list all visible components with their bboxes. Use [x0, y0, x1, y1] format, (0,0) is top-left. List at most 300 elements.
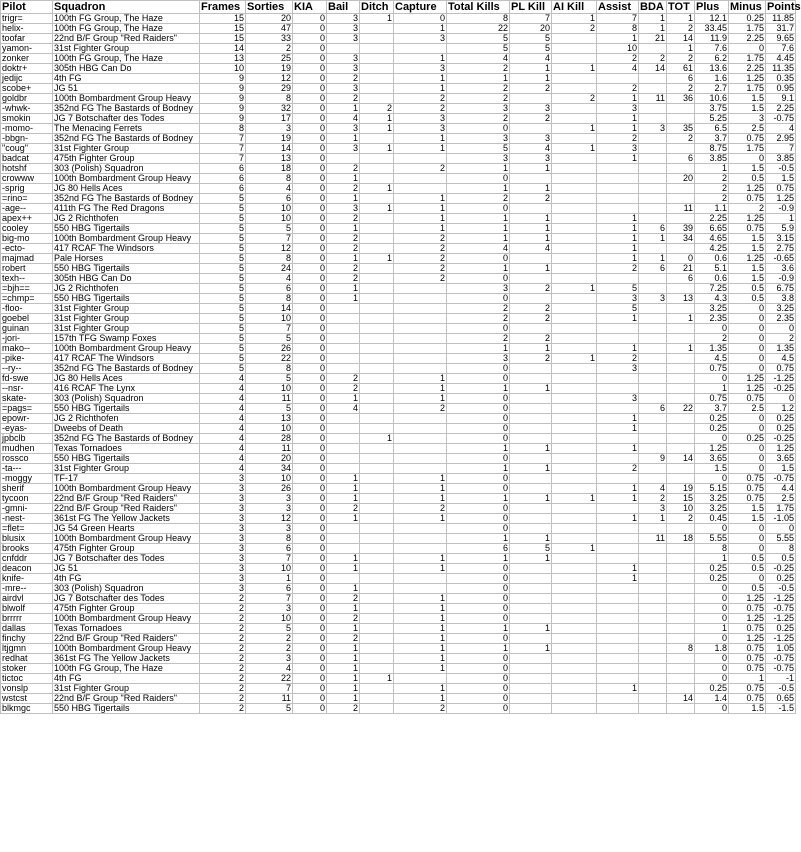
cell-kia: 0: [293, 554, 327, 564]
cell-squadron: 100th FG Group, The Haze: [53, 24, 200, 34]
cell-bail: [327, 574, 360, 584]
table-row: [1, 524, 796, 534]
cell-sorties: 29: [246, 84, 293, 94]
cell-sorties: 3: [246, 494, 293, 504]
cell-kia: 0: [293, 214, 327, 224]
cell-capture: 3: [394, 34, 447, 44]
cell-capture: [394, 674, 447, 684]
column-header-bail: Bail: [327, 1, 360, 14]
cell-assist: 3: [597, 394, 639, 404]
cell-kia: 0: [293, 614, 327, 624]
cell-bda: [639, 524, 667, 534]
cell-bda: [639, 574, 667, 584]
cell-pilot: jpbclb: [1, 434, 53, 444]
cell-bda: [639, 114, 667, 124]
cell-bail: 2: [327, 594, 360, 604]
cell-points: 1.5: [766, 464, 796, 474]
cell-pilot: robert: [1, 264, 53, 274]
cell-sorties: 4: [246, 184, 293, 194]
cell-total-kills: 1: [447, 534, 510, 544]
cell-ai-kill: [552, 464, 597, 474]
cell-points: 1.75: [766, 504, 796, 514]
cell-squadron: 303 (Polish) Squadron: [53, 394, 200, 404]
cell-minus: 0.5: [729, 174, 766, 184]
cell-total-kills: 0: [447, 434, 510, 444]
cell-points: 2.35: [766, 314, 796, 324]
cell-bda: [639, 354, 667, 364]
cell-points: 2.25: [766, 104, 796, 114]
cell-total-kills: 4: [447, 54, 510, 64]
cell-assist: [597, 334, 639, 344]
cell-pilot: --ry--: [1, 364, 53, 374]
cell-squadron: 352nd FG The Bastards of Bodney: [53, 194, 200, 204]
cell-ai-kill: [552, 154, 597, 164]
cell-tot: 22: [667, 404, 695, 414]
cell-points: 2.75: [766, 244, 796, 254]
cell-minus: 0.75: [729, 484, 766, 494]
cell-frames: 5: [200, 334, 246, 344]
cell-frames: 3: [200, 504, 246, 514]
cell-pilot: mudhen: [1, 444, 53, 454]
cell-frames: 7: [200, 144, 246, 154]
cell-minus: 1.25: [729, 254, 766, 264]
cell-capture: [394, 294, 447, 304]
cell-squadron: JG 51: [53, 564, 200, 574]
cell-ai-kill: 1: [552, 144, 597, 154]
cell-pl-kill: 1: [510, 554, 552, 564]
cell-pilot: stoker: [1, 664, 53, 674]
cell-tot: [667, 144, 695, 154]
cell-ai-kill: [552, 214, 597, 224]
cell-assist: [597, 434, 639, 444]
cell-frames: 5: [200, 244, 246, 254]
cell-plus: 1: [695, 554, 729, 564]
cell-points: -0.25: [766, 434, 796, 444]
cell-total-kills: 2: [447, 84, 510, 94]
cell-tot: [667, 704, 695, 714]
cell-assist: [597, 604, 639, 614]
table-row: [1, 344, 796, 354]
cell-bail: [327, 334, 360, 344]
cell-squadron: Texas Tornadoes: [53, 624, 200, 634]
cell-pl-kill: [510, 654, 552, 664]
table-row: [1, 694, 796, 704]
cell-bail: 2: [327, 74, 360, 84]
cell-ditch: 1: [360, 674, 394, 684]
cell-total-kills: 2: [447, 114, 510, 124]
cell-bail: 2: [327, 384, 360, 394]
table-row: [1, 444, 796, 454]
cell-total-kills: 1: [447, 444, 510, 454]
cell-tot: 6: [667, 274, 695, 284]
cell-bail: 2: [327, 614, 360, 624]
cell-pilot: blusix: [1, 534, 53, 544]
cell-tot: [667, 334, 695, 344]
cell-squadron: TF-17: [53, 474, 200, 484]
cell-points: -0.75: [766, 474, 796, 484]
cell-points: 4.5: [766, 354, 796, 364]
cell-assist: 1: [597, 124, 639, 134]
cell-total-kills: 0: [447, 524, 510, 534]
cell-sorties: 2: [246, 634, 293, 644]
cell-ai-kill: [552, 594, 597, 604]
cell-sorties: 24: [246, 264, 293, 274]
cell-squadron: 352nd FG The Bastards of Bodney: [53, 364, 200, 374]
cell-tot: [667, 114, 695, 124]
cell-plus: 0.25: [695, 414, 729, 424]
cell-plus: 0.75: [695, 364, 729, 374]
cell-assist: 2: [597, 464, 639, 474]
cell-bail: 1: [327, 134, 360, 144]
cell-plus: 1.35: [695, 344, 729, 354]
cell-points: 1: [766, 214, 796, 224]
cell-bail: 3: [327, 34, 360, 44]
cell-points: 1.25: [766, 194, 796, 204]
cell-minus: 0.75: [729, 494, 766, 504]
cell-ai-kill: 1: [552, 14, 597, 24]
table-row: [1, 14, 796, 24]
header-row: [1, 1, 796, 14]
cell-frames: 4: [200, 434, 246, 444]
cell-frames: 3: [200, 484, 246, 494]
cell-tot: 14: [667, 454, 695, 464]
cell-points: -1.05: [766, 514, 796, 524]
cell-sorties: 14: [246, 144, 293, 154]
cell-minus: 0.5: [729, 564, 766, 574]
cell-kia: 0: [293, 64, 327, 74]
cell-minus: 0: [729, 154, 766, 164]
cell-minus: 0.75: [729, 694, 766, 704]
cell-pilot: skate-: [1, 394, 53, 404]
cell-frames: 3: [200, 564, 246, 574]
cell-pl-kill: 1: [510, 214, 552, 224]
cell-ditch: [360, 464, 394, 474]
cell-kia: 0: [293, 274, 327, 284]
cell-bda: [639, 74, 667, 84]
cell-kia: 0: [293, 204, 327, 214]
cell-bda: [639, 704, 667, 714]
cell-capture: 0: [394, 14, 447, 24]
cell-frames: 6: [200, 174, 246, 184]
cell-frames: 4: [200, 424, 246, 434]
column-header-bda: BDA: [639, 1, 667, 14]
cell-points: 3.15: [766, 234, 796, 244]
cell-squadron: 4th FG: [53, 74, 200, 84]
cell-frames: 15: [200, 24, 246, 34]
table-row: [1, 474, 796, 484]
cell-assist: [597, 404, 639, 414]
table-row: [1, 214, 796, 224]
cell-points: 8: [766, 544, 796, 554]
cell-total-kills: 1: [447, 624, 510, 634]
cell-ai-kill: [552, 234, 597, 244]
table-row: [1, 464, 796, 474]
cell-ditch: [360, 354, 394, 364]
cell-pl-kill: [510, 404, 552, 414]
cell-points: -0.75: [766, 604, 796, 614]
cell-bda: [639, 664, 667, 674]
cell-minus: 0: [729, 324, 766, 334]
cell-kia: 0: [293, 604, 327, 614]
cell-ditch: [360, 474, 394, 484]
table-row: [1, 504, 796, 514]
cell-minus: 1.5: [729, 504, 766, 514]
cell-capture: 3: [394, 124, 447, 134]
cell-minus: 1.25: [729, 184, 766, 194]
cell-frames: 4: [200, 374, 246, 384]
cell-bda: [639, 284, 667, 294]
cell-bda: [639, 324, 667, 334]
cell-tot: [667, 164, 695, 174]
cell-total-kills: 0: [447, 584, 510, 594]
cell-points: 1.5: [766, 174, 796, 184]
cell-plus: 3.7: [695, 134, 729, 144]
cell-frames: 4: [200, 404, 246, 414]
table-row: [1, 454, 796, 464]
cell-ditch: [360, 684, 394, 694]
cell-ditch: 1: [360, 204, 394, 214]
table-row: [1, 154, 796, 164]
cell-kia: 0: [293, 84, 327, 94]
cell-bail: [327, 314, 360, 324]
cell-plus: 3.25: [695, 504, 729, 514]
cell-bda: [639, 364, 667, 374]
cell-pl-kill: [510, 414, 552, 424]
table-row: [1, 164, 796, 174]
cell-sorties: 17: [246, 114, 293, 124]
cell-kia: 0: [293, 564, 327, 574]
cell-tot: [667, 284, 695, 294]
table-row: [1, 94, 796, 104]
cell-kia: 0: [293, 494, 327, 504]
cell-pilot: -age--: [1, 204, 53, 214]
cell-ditch: [360, 164, 394, 174]
cell-kia: 0: [293, 644, 327, 654]
cell-total-kills: 1: [447, 74, 510, 84]
cell-frames: 2: [200, 664, 246, 674]
cell-kia: 0: [293, 704, 327, 714]
cell-minus: 1.5: [729, 104, 766, 114]
cell-frames: 5: [200, 364, 246, 374]
cell-assist: [597, 204, 639, 214]
table-row: [1, 104, 796, 114]
cell-total-kills: 3: [447, 354, 510, 364]
cell-sorties: 10: [246, 474, 293, 484]
cell-points: 0.25: [766, 414, 796, 424]
cell-plus: 0: [695, 674, 729, 684]
cell-bail: 4: [327, 114, 360, 124]
cell-points: 0: [766, 524, 796, 534]
cell-squadron: 100th Bombardment Group Heavy: [53, 644, 200, 654]
cell-ditch: [360, 284, 394, 294]
cell-assist: [597, 524, 639, 534]
cell-pl-kill: 1: [510, 234, 552, 244]
cell-bail: [327, 444, 360, 454]
cell-bail: 1: [327, 664, 360, 674]
cell-bda: [639, 274, 667, 284]
table-row: [1, 194, 796, 204]
table-row: [1, 34, 796, 44]
cell-ditch: [360, 404, 394, 414]
cell-pilot: cooley: [1, 224, 53, 234]
cell-sorties: 6: [246, 284, 293, 294]
cell-ditch: [360, 24, 394, 34]
cell-bda: [639, 164, 667, 174]
cell-points: 6.75: [766, 284, 796, 294]
cell-assist: 1: [597, 254, 639, 264]
cell-capture: [394, 364, 447, 374]
cell-sorties: 22: [246, 674, 293, 684]
cell-tot: 6: [667, 154, 695, 164]
cell-frames: 3: [200, 544, 246, 554]
cell-sorties: 3: [246, 654, 293, 664]
cell-plus: 2: [695, 334, 729, 344]
cell-plus: 0: [695, 474, 729, 484]
cell-plus: 4.25: [695, 244, 729, 254]
cell-tot: [667, 424, 695, 434]
cell-bda: [639, 644, 667, 654]
table-row: [1, 134, 796, 144]
cell-ai-kill: 1: [552, 64, 597, 74]
cell-bail: [327, 434, 360, 444]
cell-bda: 2: [639, 54, 667, 64]
cell-pl-kill: 1: [510, 494, 552, 504]
cell-bail: 1: [327, 624, 360, 634]
cell-pl-kill: [510, 514, 552, 524]
cell-squadron: 31st Fighter Group: [53, 314, 200, 324]
cell-kia: 0: [293, 104, 327, 114]
cell-capture: 1: [394, 194, 447, 204]
cell-pl-kill: 3: [510, 134, 552, 144]
cell-pilot: crowww: [1, 174, 53, 184]
cell-tot: [667, 184, 695, 194]
table-row: [1, 584, 796, 594]
cell-frames: 9: [200, 94, 246, 104]
table-row: [1, 144, 796, 154]
cell-kia: 0: [293, 174, 327, 184]
cell-bda: 3: [639, 504, 667, 514]
cell-plus: 1.6: [695, 74, 729, 84]
cell-capture: [394, 524, 447, 534]
cell-assist: 5: [597, 304, 639, 314]
cell-total-kills: 2: [447, 94, 510, 104]
cell-total-kills: 1: [447, 234, 510, 244]
cell-bda: [639, 194, 667, 204]
cell-assist: [597, 654, 639, 664]
cell-bda: [639, 464, 667, 474]
cell-minus: 2.5: [729, 124, 766, 134]
cell-ditch: [360, 534, 394, 544]
cell-squadron: 550 HBG Tigertails: [53, 264, 200, 274]
cell-points: 0.75: [766, 184, 796, 194]
cell-plus: 2: [695, 184, 729, 194]
cell-assist: 1: [597, 564, 639, 574]
cell-capture: [394, 444, 447, 454]
cell-assist: 1: [597, 484, 639, 494]
table-row: [1, 174, 796, 184]
cell-points: -0.9: [766, 274, 796, 284]
cell-ditch: [360, 494, 394, 504]
cell-minus: 2: [729, 204, 766, 214]
cell-bail: 3: [327, 54, 360, 64]
cell-squadron: 475th Fighter Group: [53, 154, 200, 164]
cell-frames: 5: [200, 214, 246, 224]
cell-capture: [394, 344, 447, 354]
cell-minus: 0.25: [729, 434, 766, 444]
cell-bail: 1: [327, 194, 360, 204]
cell-pilot: -mre--: [1, 584, 53, 594]
cell-tot: 11: [667, 204, 695, 214]
cell-sorties: 11: [246, 394, 293, 404]
cell-points: 9.1: [766, 94, 796, 104]
cell-plus: 6.65: [695, 224, 729, 234]
cell-frames: 2: [200, 684, 246, 694]
cell-pl-kill: [510, 124, 552, 134]
cell-plus: 3.85: [695, 154, 729, 164]
cell-assist: [597, 194, 639, 204]
cell-pl-kill: 1: [510, 534, 552, 544]
cell-kia: 0: [293, 334, 327, 344]
cell-points: 4: [766, 124, 796, 134]
cell-pl-kill: [510, 614, 552, 624]
cell-plus: 3.75: [695, 104, 729, 114]
column-header-squadron: Squadron: [53, 1, 200, 14]
cell-total-kills: 2: [447, 304, 510, 314]
cell-frames: 5: [200, 304, 246, 314]
cell-sorties: 34: [246, 464, 293, 474]
cell-bail: 1: [327, 584, 360, 594]
cell-capture: 1: [394, 694, 447, 704]
cell-squadron: Texas Tornadoes: [53, 444, 200, 454]
cell-ditch: [360, 314, 394, 324]
column-header-ditch: Ditch: [360, 1, 394, 14]
cell-bda: [639, 374, 667, 384]
cell-kia: 0: [293, 584, 327, 594]
cell-bda: [639, 684, 667, 694]
cell-pl-kill: 2: [510, 284, 552, 294]
cell-frames: 4: [200, 464, 246, 474]
table-row: [1, 654, 796, 664]
cell-pilot: blwolf: [1, 604, 53, 614]
cell-tot: 36: [667, 94, 695, 104]
cell-bail: 1: [327, 674, 360, 684]
cell-sorties: 13: [246, 414, 293, 424]
cell-total-kills: 0: [447, 204, 510, 214]
cell-tot: 2: [667, 134, 695, 144]
cell-ai-kill: [552, 624, 597, 634]
cell-pilot: mako--: [1, 344, 53, 354]
cell-pl-kill: [510, 274, 552, 284]
cell-pl-kill: [510, 684, 552, 694]
cell-plus: 0: [695, 434, 729, 444]
cell-capture: [394, 44, 447, 54]
cell-ditch: [360, 154, 394, 164]
cell-assist: 4: [597, 64, 639, 74]
cell-frames: 7: [200, 154, 246, 164]
cell-kia: 0: [293, 414, 327, 424]
cell-sorties: 8: [246, 174, 293, 184]
cell-squadron: JG 51: [53, 84, 200, 94]
cell-kia: 0: [293, 234, 327, 244]
cell-points: 2.5: [766, 494, 796, 504]
cell-frames: 2: [200, 674, 246, 684]
cell-pl-kill: [510, 174, 552, 184]
cell-pl-kill: 1: [510, 224, 552, 234]
table-row: [1, 254, 796, 264]
cell-assist: 8: [597, 24, 639, 34]
cell-ai-kill: [552, 264, 597, 274]
cell-pl-kill: [510, 704, 552, 714]
